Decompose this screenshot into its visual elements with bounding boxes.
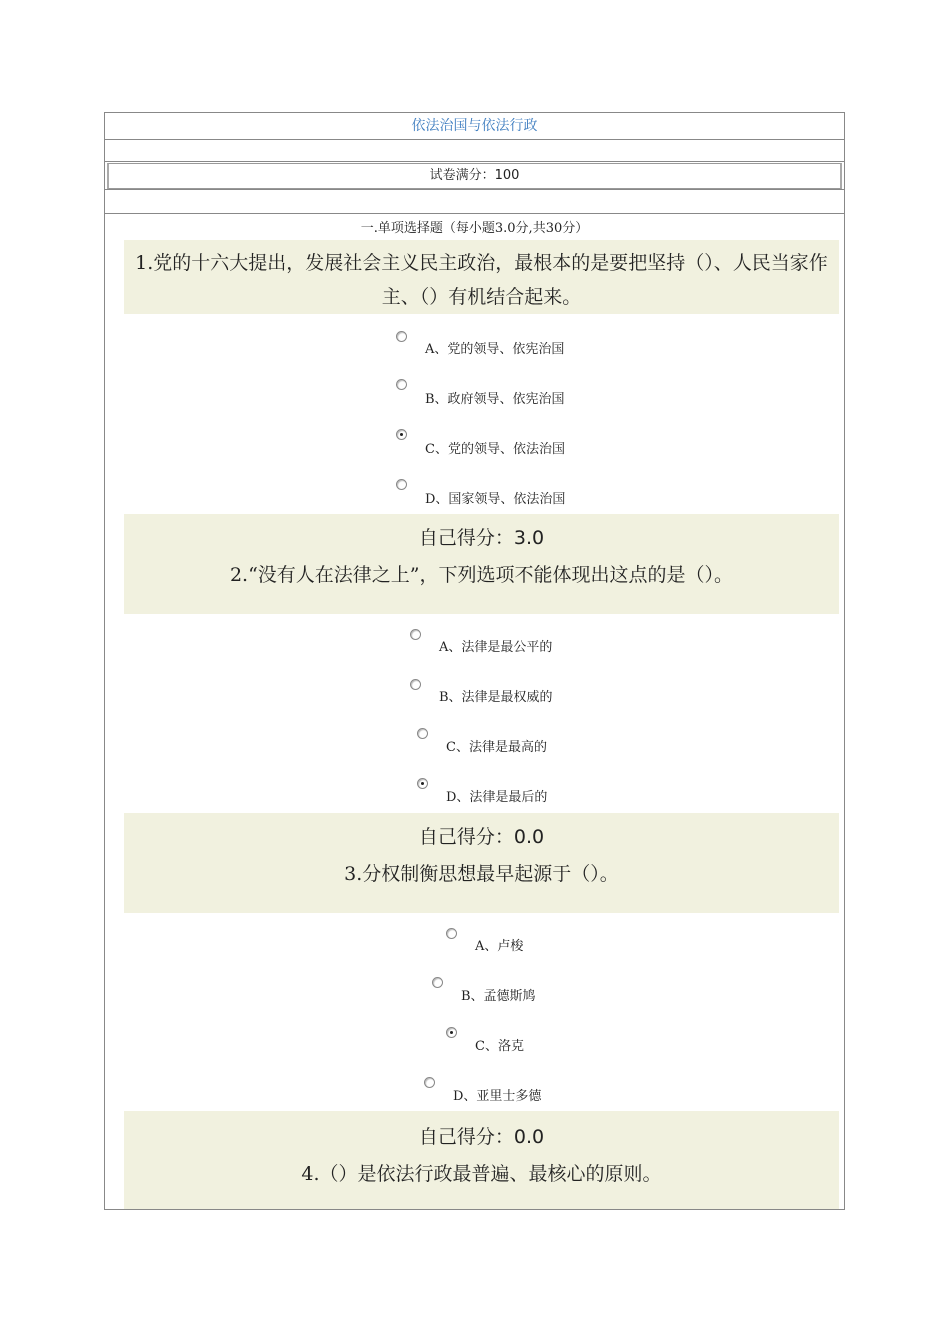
question-3-score: 自己得分：0.0: [418, 1126, 545, 1148]
question-2-option-d[interactable]: D、法律是最后的: [446, 790, 548, 805]
question-3-box: [124, 813, 839, 913]
question-1-option-a[interactable]: A、党的领导、依宪治国: [425, 342, 565, 357]
question-1-option-d-radio[interactable]: [396, 479, 407, 490]
question-3-text: 3.分权制衡思想最早起源于（）。: [344, 863, 619, 885]
question-3-option-d-radio[interactable]: [424, 1077, 435, 1088]
section-heading: 一.单项选择题（每小题3.0分,共30分）: [360, 221, 589, 236]
question-1-option-c[interactable]: C、党的领导、依法治国: [425, 442, 565, 457]
question-2-option-d-radio[interactable]: [417, 778, 428, 789]
question-1-option-a-radio[interactable]: [396, 331, 407, 342]
question-4-text: 4.（）是依法行政最普遍、最核心的原则。: [301, 1163, 662, 1185]
question-2-box: [124, 514, 839, 614]
question-3-option-c[interactable]: C、洛克: [475, 1039, 524, 1054]
question-3-option-d[interactable]: D、亚里士多德: [453, 1089, 542, 1104]
exam-frame: [104, 112, 845, 1210]
question-1-option-b[interactable]: B、政府领导、依宪治国: [425, 392, 565, 407]
question-3-option-a[interactable]: A、卢梭: [475, 939, 524, 954]
question-2-text: 2.“没有人在法律之上”，下列选项不能体现出这点的是（）。: [229, 564, 734, 586]
question-2-option-b[interactable]: B、法律是最权威的: [439, 690, 553, 705]
question-1-box: [124, 240, 839, 314]
divider: [105, 189, 844, 190]
question-1-option-c-radio[interactable]: [396, 429, 407, 440]
full-score: 试卷满分：100: [107, 163, 842, 189]
question-4-box: [124, 1111, 839, 1210]
question-1-score: 自己得分：3.0: [418, 527, 545, 549]
question-2-score: 自己得分：0.0: [418, 826, 545, 848]
question-1-option-b-radio[interactable]: [396, 379, 407, 390]
question-3-option-c-radio[interactable]: [446, 1027, 457, 1038]
question-2-option-c-radio[interactable]: [417, 728, 428, 739]
exam-title: 依法治国与依法行政: [105, 113, 844, 140]
question-2-option-a[interactable]: A、法律是最公平的: [439, 640, 553, 655]
question-2-option-c[interactable]: C、法律是最高的: [446, 740, 547, 755]
question-3-option-b[interactable]: B、孟德斯鸠: [461, 989, 536, 1004]
question-3-option-b-radio[interactable]: [432, 977, 443, 988]
question-2-option-b-radio[interactable]: [410, 679, 421, 690]
question-3-option-a-radio[interactable]: [446, 928, 457, 939]
question-2-option-a-radio[interactable]: [410, 629, 421, 640]
divider: [105, 213, 844, 214]
question-1-option-d[interactable]: D、国家领导、依法治国: [425, 492, 566, 507]
divider: [105, 161, 844, 162]
question-1-text: 1.党的十六大提出，发展社会主义民主政治，最根本的是要把坚持（）、人民当家作主、（）有机结合起来。: [135, 252, 828, 308]
